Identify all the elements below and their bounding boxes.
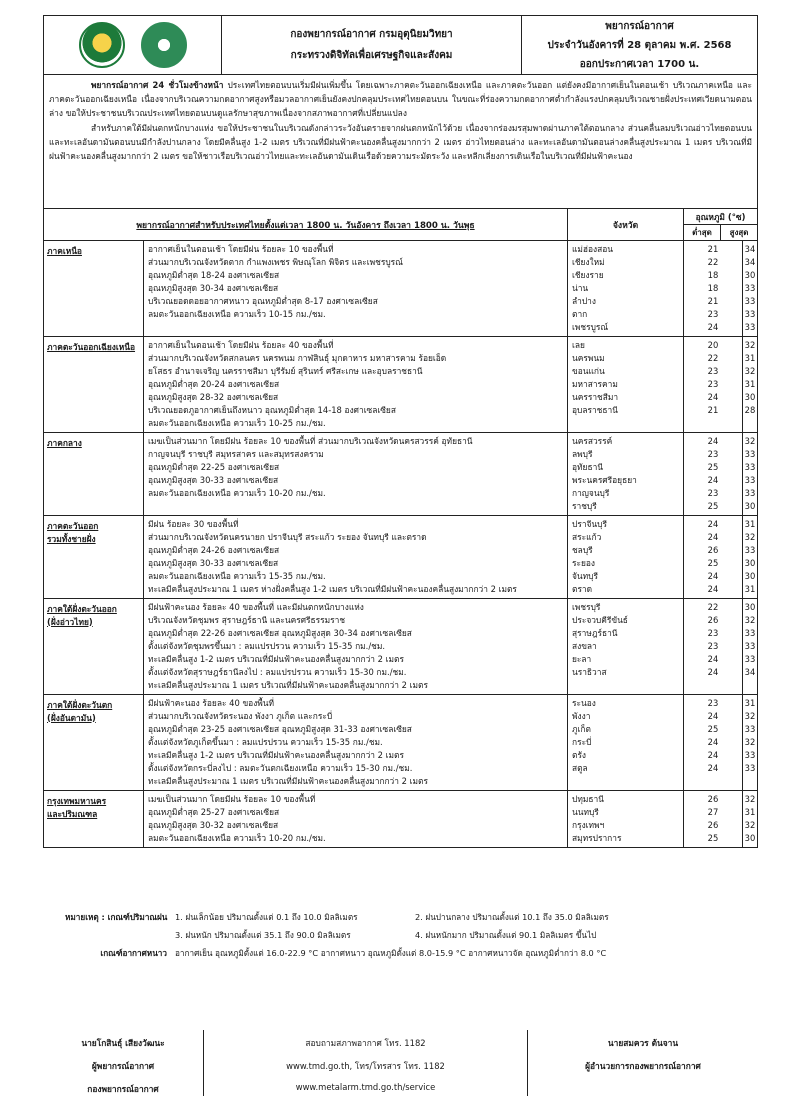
- description-line: ทะเลมีคลื่นสูงประมาณ 1 เมตร ห่างฝั่งคลื่นสูง 1-2 เมตร บริเวณที่มีฝนฟ้าคะนองคลื่นสูงมากกว่า 2 เมตร: [148, 584, 517, 594]
- province-name: กาญจนบุรี: [572, 488, 610, 498]
- min-temp-value: 22: [707, 602, 719, 612]
- province-name: ระนอง: [572, 698, 596, 708]
- logo-area: [44, 16, 222, 74]
- max-temp-value: 32: [744, 366, 756, 376]
- province-name: พังงา: [572, 711, 591, 721]
- min-temp-value: 23: [707, 366, 719, 376]
- forecaster-signature: [43, 1030, 203, 1096]
- min-temp-value: 23: [707, 379, 719, 389]
- description-line: ทะเลมีคลื่นสูงประมาณ 1 เมตร บริเวณที่มีฝนฟ้าคะนองคลื่นสูงมากกว่า 2 เมตร: [148, 776, 428, 786]
- province-name: นครพนม: [572, 353, 605, 363]
- summary-text-2: สำหรับภาคใต้มีฝนตกหนักบางแห่ง ขอให้ประชาชนในบริเวณดังกล่าวระวังอันตรายจากฝนตกหนักไว้ด้วย เนื่องจากร่องมรสุมพาดผ่านภาคใต้ตอนกลาง ส่วนคลื่นลมบริเวณอ่าวไทยตอนบนและทะเลอันดามันตอนบนมีกำลังปานกลาง โดยมีคลื่นสูง 1-2 เมตร บริเวณที่มีฝนฟ้าคะนองคลื่นสูงมากกว่า 2 เมตร อ่าวไทยตอนล่าง และทะเลอันดามันตอนล่างคลื่นสูงประมาณ 1 เมตร บริเวณที่มีฝนฟ้าคะนองคลื่นสูงมากกว่า 2 เมตร ขอให้ชาวเรือบริเวณอ่าวไทยและทะเลอันดามันเดินเรือด้วยความระมัดระวัง และหลีกเลี่ยงการเดินเรือในบริเวณที่มีฝนฟ้าคะนอง: [49, 122, 752, 162]
- province-name: ปทุมธานี: [572, 794, 604, 804]
- province-name: เพชรบูรณ์: [572, 322, 609, 332]
- province-list: [568, 433, 684, 515]
- min-temp-value: [684, 679, 742, 692]
- rain-very-heavy: 4. ฝนหนักมาก ปริมาณตั้งแต่ 90.1 มิลลิเมตร ขึ้นไป: [415, 929, 597, 940]
- description-line: ลมตะวันออกเฉียงเหนือ ความเร็ว 10-15 กม./ชม.: [148, 309, 326, 319]
- max-temp-value: 32: [744, 820, 756, 830]
- max-temp-value: 33: [744, 654, 756, 664]
- region-description: [144, 241, 568, 336]
- province-name: เชียงใหม่: [572, 257, 605, 267]
- province-name: จันทบุรี: [572, 571, 598, 581]
- max-temp-value: 33: [744, 724, 756, 734]
- max-temp-value: 31: [744, 353, 756, 363]
- description-line: ลมตะวันออกเฉียงเหนือ ความเร็ว 10-25 กม./ชม.: [148, 418, 326, 428]
- province-name: เชียงราย: [572, 270, 604, 280]
- description-line: มีฝน ร้อยละ 30 ของพื้นที่: [148, 519, 239, 529]
- max-temp-value: 33: [744, 462, 756, 472]
- max-temp-value: 32: [744, 532, 756, 542]
- min-temp-value: [684, 775, 742, 788]
- province-name: เลย: [572, 340, 585, 350]
- description-line: ลมตะวันออกเฉียงเหนือ ความเร็ว 15-35 กม./ชม.: [148, 571, 326, 581]
- description-line: อากาศเย็นในตอนเช้า โดยมีฝน ร้อยละ 10 ของพื้นที่: [148, 244, 334, 254]
- min-temp-value: 24: [707, 436, 719, 446]
- province-name: ตาก: [572, 309, 588, 319]
- max-temp-value: 33: [744, 309, 756, 319]
- min-temp-value: 26: [707, 820, 719, 830]
- description-line: ส่วนมากบริเวณจังหวัดตาก กำแพงเพชร พิษณุโลก พิจิตร และเพชรบูรณ์: [148, 257, 403, 267]
- province-name: ตราด: [572, 584, 593, 594]
- region-row: [44, 241, 757, 337]
- max-temp-value: [743, 775, 757, 788]
- max-temp-value: 33: [744, 475, 756, 485]
- min-temp-value: 24: [707, 654, 719, 664]
- max-temp-value: 33: [744, 545, 756, 555]
- description-line: เมฆเป็นส่วนมาก โดยมีฝน ร้อยละ 10 ของพื้นที่ ส่วนมากบริเวณจังหวัดนครสวรรค์ อุทัยธานี: [148, 436, 473, 446]
- region-row: [44, 516, 757, 599]
- max-temp-list: [743, 599, 757, 694]
- director-role: ผู้อำนวยการกองพยากรณ์อากาศ: [585, 1061, 701, 1071]
- description-line: บริเวณยอดภูอากาศเย็นถึงหนาว อุณหภูมิต่ำสุด 14-18 องศาเซลเซียส: [148, 405, 396, 415]
- description-line: ลมตะวันออกเฉียงเหนือ ความเร็ว 10-20 กม./ชม.: [148, 488, 326, 498]
- min-temp-value: 26: [707, 794, 719, 804]
- max-temp-header: สูงสุด: [729, 228, 749, 237]
- min-temp-value: 23: [707, 449, 719, 459]
- province-name: มหาสารคาม: [572, 379, 618, 389]
- table-header: [44, 209, 757, 241]
- organization-name: กองพยากรณ์อากาศ กรมอุตุนิยมวิทยา: [290, 29, 453, 40]
- max-temp-value: 31: [744, 519, 756, 529]
- region-name-line: ภาคกลาง: [47, 438, 82, 448]
- rain-moderate: 2. ฝนปานกลาง ปริมาณตั้งแต่ 10.1 ถึง 35.0 มิลลิเมตร: [415, 911, 609, 922]
- min-temp-list: [684, 337, 743, 432]
- forecast-summary: [43, 75, 758, 209]
- region-name: [44, 791, 144, 847]
- description-line: อุณหภูมิต่ำสุด 22-26 องศาเซลเซียส อุณหภูมิสูงสุด 30-34 องศาเซลเซียส: [148, 628, 412, 638]
- min-temp-value: 21: [707, 405, 719, 415]
- province-list: [568, 241, 684, 336]
- contact-service-link[interactable]: www.metalarm.tmd.go.th/service: [295, 1082, 436, 1092]
- region-name: [44, 433, 144, 515]
- max-temp-value: 33: [744, 750, 756, 760]
- max-temp-list: [743, 516, 757, 598]
- contact-website[interactable]: www.tmd.go.th, โทร/โทรสาร โทร. 1182: [286, 1061, 445, 1071]
- min-temp-value: 23: [707, 641, 719, 651]
- min-temp-value: 24: [707, 711, 719, 721]
- max-temp-value: 32: [744, 737, 756, 747]
- province-name: ภูเก็ต: [572, 724, 591, 734]
- document-footer: [43, 1030, 758, 1096]
- description-line: ตั้งแต่จังหวัดชุมพรขึ้นมา : ลมแปรปรวน ความเร็ว 15-35 กม./ชม.: [148, 641, 386, 651]
- region-description: [144, 433, 568, 515]
- min-temp-value: 24: [707, 667, 719, 677]
- description-line: ส่วนมากบริเวณจังหวัดระนอง พังงา ภูเก็ต และกระบี่: [148, 711, 333, 721]
- region-row: [44, 337, 757, 433]
- min-temp-value: 18: [707, 283, 719, 293]
- max-temp-value: [743, 417, 757, 430]
- description-line: [148, 500, 563, 513]
- min-temp-value: 24: [707, 584, 719, 594]
- min-temp-list: [684, 241, 743, 336]
- province-name: ยะลา: [572, 654, 592, 664]
- province-name: สระแก้ว: [572, 532, 602, 542]
- description-line: [148, 321, 563, 334]
- province-column-header: จังหวัด: [568, 209, 684, 240]
- description-line: อุณหภูมิต่ำสุด 20-24 องศาเซลเซียส: [148, 379, 280, 389]
- description-line: บริเวณจังหวัดชุมพร สุราษฎร์ธานี และนครศรีธรรมราช: [148, 615, 346, 625]
- province-name: พระนครศรีอยุธยา: [572, 475, 637, 485]
- region-description: [144, 695, 568, 790]
- province-name: กระบี่: [572, 737, 592, 747]
- min-temp-value: 26: [707, 545, 719, 555]
- notes-section: [65, 908, 765, 962]
- province-name: เพชรบุรี: [572, 602, 601, 612]
- forecast-date: ประจำวันอังคารที่ 28 ตุลาคม พ.ศ. 2568: [547, 39, 732, 51]
- description-line: บริเวณยอดดอยอากาศหนาว อุณหภูมิต่ำสุด 8-17 องศาเซลเซียส: [148, 296, 378, 306]
- region-name-line: (ฝั่งอ่าวไทย): [47, 616, 93, 627]
- min-temp-value: 25: [707, 462, 719, 472]
- description-line: อุณหภูมิสูงสุด 30-33 องศาเซลเซียส: [148, 558, 279, 568]
- forecaster-name: นายโกสินธุ์ เสียงวัฒนะ: [81, 1038, 165, 1048]
- region-name-line: ภาคตะวันออก: [47, 521, 99, 531]
- max-temp-list: [743, 241, 757, 336]
- description-line: ทะเลมีคลื่นสูง 1-2 เมตร บริเวณที่มีฝนฟ้าคะนองคลื่นสูงมากกว่า 2 เมตร: [148, 654, 404, 664]
- description-line: อุณหภูมิสูงสุด 30-32 องศาเซลเซียส: [148, 820, 279, 830]
- description-line: อุณหภูมิต่ำสุด 18-24 องศาเซลเซียส: [148, 270, 280, 280]
- region-description: [144, 791, 568, 847]
- province-name: นครสวรรค์: [572, 436, 613, 446]
- province-name: [572, 775, 679, 788]
- max-temp-list: [743, 791, 757, 847]
- region-description: [144, 337, 568, 432]
- document-title: พยากรณ์อากาศ: [605, 20, 674, 32]
- description-line: กาญจนบุรี ราชบุรี สมุทรสาคร และสมุทรสงคราม: [148, 449, 324, 459]
- province-name: สงขลา: [572, 641, 597, 651]
- max-temp-value: 33: [744, 763, 756, 773]
- province-list: [568, 791, 684, 847]
- max-temp-value: 32: [744, 615, 756, 625]
- max-temp-value: 34: [744, 244, 756, 254]
- region-name-line: และปริมณฑล: [47, 808, 98, 819]
- region-name-line: ภาคเหนือ: [47, 246, 82, 256]
- summary-paragraph-1: [49, 78, 752, 121]
- province-name: ราชบุรี: [572, 501, 597, 511]
- province-name: ขอนแก่น: [572, 366, 605, 376]
- description-line: อุณหภูมิต่ำสุด 23-25 องศาเซลเซียส อุณหภูมิสูงสุด 31-33 องศาเซลเซียส: [148, 724, 412, 734]
- max-temp-value: 33: [744, 488, 756, 498]
- max-temp-value: 33: [744, 449, 756, 459]
- min-temp-value: 24: [707, 532, 719, 542]
- max-temp-value: 30: [744, 392, 756, 402]
- description-line: ตั้งแต่จังหวัดภูเก็ตขึ้นมา : ลมแปรปรวน ความเร็ว 15-35 กม./ชม.: [148, 737, 383, 747]
- min-temp-value: 21: [707, 244, 719, 254]
- min-temp-header: ต่ำสุด: [684, 225, 721, 240]
- min-temp-value: 24: [707, 571, 719, 581]
- region-name-line: กรุงเทพมหานคร: [47, 796, 107, 806]
- ministry-logo: [141, 22, 187, 68]
- max-temp-list: [743, 695, 757, 790]
- description-line: อุณหภูมิต่ำสุด 24-26 องศาเซลเซียส: [148, 545, 280, 555]
- rain-criteria-label: หมายเหตุ : เกณฑ์ปริมาณฝน: [65, 911, 168, 922]
- province-name: แม่ฮ่องสอน: [572, 244, 614, 254]
- description-line: ทะเลมีคลื่นสูงประมาณ 1 เมตร บริเวณที่มีฝนฟ้าคะนองคลื่นสูงมากกว่า 2 เมตร: [148, 680, 428, 690]
- description-line: อุณหภูมิสูงสุด 30-33 องศาเซลเซียส: [148, 475, 279, 485]
- table-title: พยากรณ์อากาศสำหรับประเทศไทยตั้งแต่เวลา 1800 น. วันอังคาร ถึงเวลา 1800 น. วันพุธ: [44, 209, 568, 240]
- min-temp-value: 23: [707, 628, 719, 638]
- province-name: อุทัยธานี: [572, 462, 603, 472]
- forecaster-org: กองพยากรณ์อากาศ: [87, 1084, 159, 1094]
- max-temp-value: 34: [744, 667, 756, 677]
- description-line: ลมตะวันออกเฉียงเหนือ ความเร็ว 10-20 กม./ชม.: [148, 833, 326, 843]
- min-temp-list: [684, 433, 743, 515]
- province-name: ปราจีนบุรี: [572, 519, 607, 529]
- max-temp-value: 33: [744, 628, 756, 638]
- max-temp-value: 33: [744, 296, 756, 306]
- description-line: อุณหภูมิสูงสุด 30-34 องศาเซลเซียส: [148, 283, 279, 293]
- province-name: นราธิวาส: [572, 667, 607, 677]
- temperature-column-header: [684, 209, 757, 240]
- max-temp-value: 33: [744, 322, 756, 332]
- region-name-line: ภาคใต้ฝั่งตะวันตก: [47, 700, 113, 710]
- min-temp-list: [684, 695, 743, 790]
- region-rows: [44, 241, 757, 847]
- max-temp-value: 33: [744, 641, 756, 651]
- region-description: [144, 516, 568, 598]
- description-line: ส่วนมากบริเวณจังหวัดสกลนคร นครพนม กาฬสินธุ์ มุกดาหาร มหาสารคาม ร้อยเอ็ด: [148, 353, 447, 363]
- province-name: สมุทรปราการ: [572, 833, 622, 843]
- min-temp-value: 27: [707, 807, 719, 817]
- description-line: ทะเลมีคลื่นสูง 1-2 เมตร บริเวณที่มีฝนฟ้าคะนองคลื่นสูงมากกว่า 2 เมตร: [148, 750, 404, 760]
- forecaster-role: ผู้พยากรณ์อากาศ: [91, 1061, 155, 1071]
- max-temp-value: 32: [744, 340, 756, 350]
- rain-criteria-row-1: [65, 908, 765, 926]
- description-line: ตั้งแต่จังหวัดสุราษฎร์ธานีลงไป : ลมแปรปรวน ความเร็ว 15-30 กม./ชม.: [148, 667, 407, 677]
- region-name: [44, 599, 144, 694]
- description-line: ยโสธร อำนาจเจริญ นครราชสีมา บุรีรัมย์ สุรินทร์ ศรีสะเกษ และอุบลราชธานี: [148, 366, 423, 376]
- max-temp-value: 31: [744, 807, 756, 817]
- province-name: ลำปาง: [572, 296, 596, 306]
- description-line: อุณหภูมิสูงสุด 28-32 องศาเซลเซียส: [148, 392, 279, 402]
- description-line: ส่วนมากบริเวณจังหวัดนครนายก ปราจีนบุรี สระแก้ว ระยอง จันทบุรี และตราด: [148, 532, 427, 542]
- director-name: นายสมควร ต้นจาน: [607, 1038, 679, 1048]
- summary-lead: พยากรณ์อากาศ 24 ชั่วโมงข้างหน้า: [91, 80, 224, 90]
- min-temp-value: 25: [707, 558, 719, 568]
- rain-heavy: 3. ฝนหนัก ปริมาณตั้งแต่ 35.1 ถึง 90.0 มิลลิเมตร: [175, 929, 351, 940]
- max-temp-value: 31: [744, 379, 756, 389]
- region-name: [44, 695, 144, 790]
- province-list: [568, 337, 684, 432]
- min-temp-value: 24: [707, 750, 719, 760]
- province-list: [568, 516, 684, 598]
- province-name: นครราชสีมา: [572, 392, 619, 402]
- description-line: อุณหภูมิต่ำสุด 25-27 องศาเซลเซียส: [148, 807, 280, 817]
- cold-criteria-text: อากาศเย็น อุณหภูมิตั้งแต่ 16.0-22.9 °C อากาศหนาว อุณหภูมิตั้งแต่ 8.0-15.9 °C อากาศหนาวจัด อุณหภูมิต่ำกว่า 8.0 °C: [175, 947, 607, 958]
- max-temp-value: [743, 679, 757, 692]
- province-name: สุราษฎร์ธานี: [572, 628, 618, 638]
- cold-criteria-label: เกณฑ์อากาศหนาว: [100, 947, 167, 958]
- min-temp-list: [684, 599, 743, 694]
- min-temp-value: 24: [707, 737, 719, 747]
- summary-text-1: ประเทศไทยตอนบนเริ่มมีฝนเพิ่มขึ้น โดยเฉพาะภาคตะวันออกเฉียงเหนือ และภาคตะวันออก แต่ยังคงมีอากาศเย็นในตอนเช้า บริเวณภาคเหนือ และภาคตะวันออกเฉียงเหนือ เนื่องจากบริเวณความกดอากาศสูงหรือมวลอากาศเย็นยังคงปกคลุมประเทศไทยตอนบน ในขณะที่ร่องความกดอากาศต่ำกำลังแรงปกคลุมบริเวณชายฝั่งประเทศเวียดนามตอนล่าง ขอให้ประชาชนบริเวณประเทศไทยตอนบนดูแลรักษาสุขภาพเนื่องจากสภาพอากาศที่เปลี่ยนแปลง: [49, 80, 752, 119]
- max-temp-value: 33: [744, 283, 756, 293]
- summary-paragraph-2: [49, 121, 752, 164]
- region-row: [44, 791, 757, 847]
- min-temp-value: 21: [707, 296, 719, 306]
- province-name: [572, 679, 679, 692]
- temperature-header-label: อุณหภูมิ (°ซ): [684, 209, 757, 225]
- ministry-name: กระทรวงดิจิทัลเพื่อเศรษฐกิจและสังคม: [290, 50, 453, 61]
- max-temp-value: 34: [744, 257, 756, 267]
- contact-phone: สอบถามสภาพอากาศ โทร. 1182: [305, 1038, 426, 1048]
- province-name: น่าน: [572, 283, 589, 293]
- max-temp-value: 32: [744, 711, 756, 721]
- forecast-table: [43, 209, 758, 848]
- max-temp-value: 30: [744, 571, 756, 581]
- cold-criteria-row: [65, 944, 765, 962]
- min-temp-list: [684, 516, 743, 598]
- min-temp-value: 20: [707, 340, 719, 350]
- max-temp-value: 31: [744, 584, 756, 594]
- province-name: กรุงเทพฯ: [572, 820, 605, 830]
- province-name: [572, 417, 679, 430]
- max-temp-value: 31: [744, 698, 756, 708]
- max-temp-value: 32: [744, 436, 756, 446]
- min-temp-value: 25: [707, 501, 719, 511]
- region-row: [44, 599, 757, 695]
- director-signature: [528, 1030, 758, 1096]
- province-name: ระยอง: [572, 558, 596, 568]
- province-name: ลพบุรี: [572, 449, 593, 459]
- province-name: นนทบุรี: [572, 807, 599, 817]
- description-line: อากาศเย็นในตอนเช้า โดยมีฝน ร้อยละ 40 ของพื้นที่: [148, 340, 334, 350]
- region-name-line: ภาคใต้ฝั่งตะวันออก: [47, 604, 117, 614]
- province-name: ประจวบคีรีขันธ์: [572, 615, 628, 625]
- max-temp-value: 30: [744, 501, 756, 511]
- min-temp-value: 25: [707, 724, 719, 734]
- min-temp-value: 23: [707, 488, 719, 498]
- max-temp-value: 30: [744, 270, 756, 280]
- province-list: [568, 599, 684, 694]
- min-temp-value: 18: [707, 270, 719, 280]
- region-name-line: ภาคตะวันออกเฉียงเหนือ: [47, 342, 136, 352]
- region-name-line: รวมทั้งชายฝั่ง: [47, 533, 96, 544]
- min-temp-list: [684, 791, 743, 847]
- max-temp-list: [743, 433, 757, 515]
- region-name: [44, 516, 144, 598]
- description-line: ตั้งแต่จังหวัดกระบี่ลงไป : ลมตะวันตกเฉียงเหนือ ความเร็ว 15-30 กม./ชม.: [148, 763, 413, 773]
- region-name: [44, 337, 144, 432]
- province-name: อุบลราชธานี: [572, 405, 618, 415]
- temperature-subheaders: [684, 225, 757, 240]
- min-temp-value: 25: [707, 833, 719, 843]
- min-temp-value: 22: [707, 257, 719, 267]
- province-list: [568, 695, 684, 790]
- min-temp-value: 24: [707, 392, 719, 402]
- region-name-line: (ฝั่งอันดามัน): [47, 712, 96, 723]
- min-temp-value: 23: [707, 309, 719, 319]
- region-description: [144, 599, 568, 694]
- rain-light: 1. ฝนเล็กน้อย ปริมาณตั้งแต่ 0.1 ถึง 10.0 มิลลิเมตร: [175, 911, 358, 922]
- min-temp-value: 26: [707, 615, 719, 625]
- rain-criteria-row-2: [65, 926, 765, 944]
- province-name: ตรัง: [572, 750, 587, 760]
- max-temp-value: 28: [744, 405, 756, 415]
- description-line: เมฆเป็นส่วนมาก โดยมีฝน ร้อยละ 10 ของพื้นที่: [148, 794, 316, 804]
- max-temp-value: 30: [744, 558, 756, 568]
- max-temp-value: 30: [744, 602, 756, 612]
- min-temp-value: 22: [707, 353, 719, 363]
- province-name: ชลบุรี: [572, 545, 593, 555]
- min-temp-value: 24: [707, 475, 719, 485]
- description-line: อุณหภูมิต่ำสุด 22-25 องศาเซลเซียส: [148, 462, 280, 472]
- region-row: [44, 433, 757, 516]
- region-name: [44, 241, 144, 336]
- min-temp-value: [684, 417, 742, 430]
- min-temp-value: 24: [707, 519, 719, 529]
- region-row: [44, 695, 757, 791]
- max-temp-value: 32: [744, 794, 756, 804]
- organization-block: [222, 16, 522, 74]
- province-name: สตูล: [572, 763, 588, 773]
- min-temp-value: 24: [707, 322, 719, 332]
- contact-info: [203, 1030, 528, 1096]
- description-line: มีฝนฟ้าคะนอง ร้อยละ 40 ของพื้นที่: [148, 698, 275, 708]
- description-line: มีฝนฟ้าคะนอง ร้อยละ 40 ของพื้นที่ และมีฝนตกหนักบางแห่ง: [148, 602, 364, 612]
- max-temp-value: 30: [744, 833, 756, 843]
- title-block: [522, 16, 757, 74]
- tmd-logo: [79, 22, 125, 68]
- issue-time: ออกประกาศเวลา 1700 น.: [579, 58, 700, 70]
- document-header: [43, 15, 758, 75]
- max-temp-list: [743, 337, 757, 432]
- min-temp-value: 24: [707, 763, 719, 773]
- min-temp-value: 23: [707, 698, 719, 708]
